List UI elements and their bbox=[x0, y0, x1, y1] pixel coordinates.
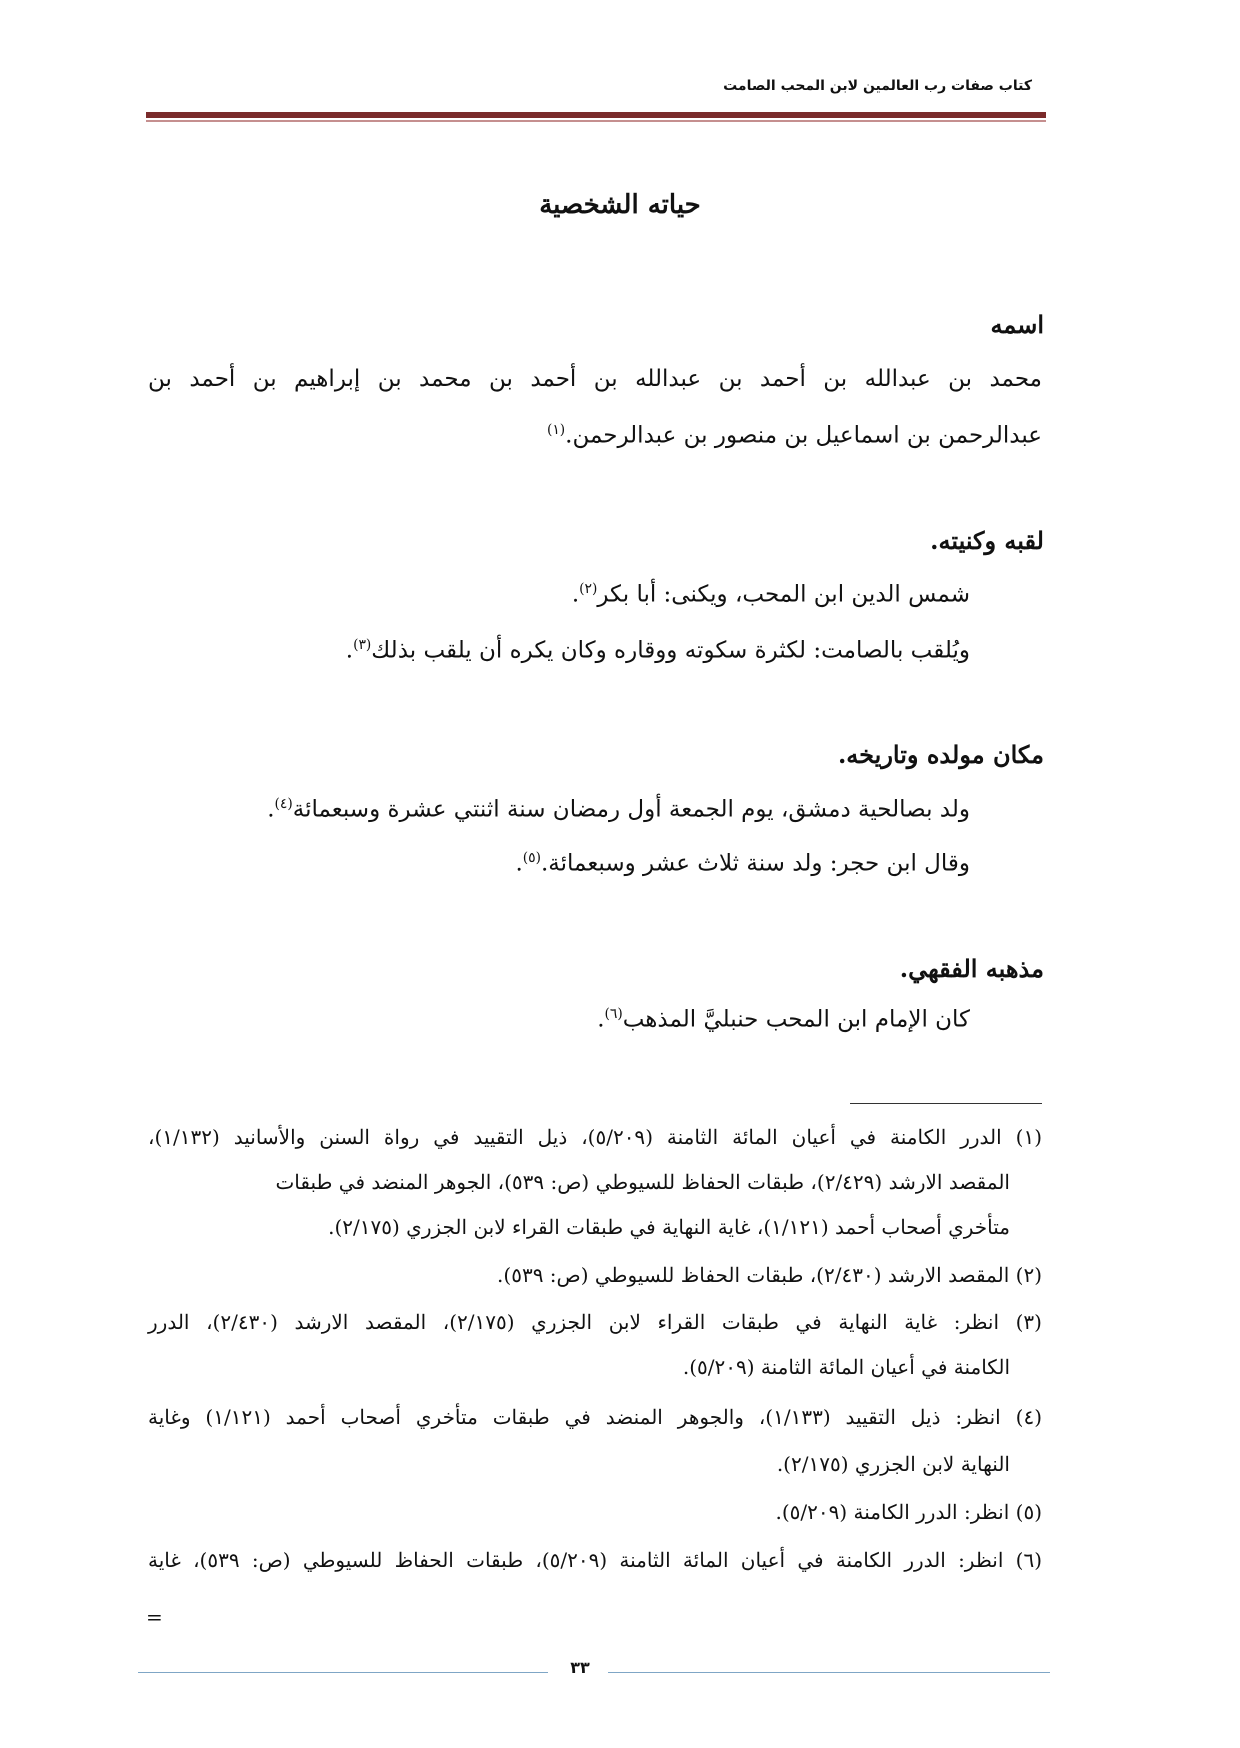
footnote-separator bbox=[850, 1103, 1042, 1104]
footer-rule-left bbox=[138, 1672, 548, 1673]
chapter-title: حياته الشخصية bbox=[539, 190, 701, 220]
birth-line-2: وقال ابن حجر: ولد سنة ثلاث عشر وسبعمائة.$^{(٥)}$. bbox=[515, 850, 970, 877]
header-rule-thick bbox=[146, 112, 1046, 118]
section-title-birth: مكان مولده وتاريخه. bbox=[837, 740, 1044, 769]
footnote-1-line-1: (١) الدرر الكامنة في أعيان المائة الثامنة (٥/٢٠٩)، ذيل التقييد في رواة السنن والأسانيد (١/١٣٢)، bbox=[148, 1125, 1042, 1149]
footnote-1-line-2: المقصد الارشد (٢/٤٢٩)، طبقات الحفاظ للسيوطي (ص: ٥٣٩)، الجوهر المنضد في طبقات bbox=[275, 1170, 1010, 1194]
name-line-1: محمد بن عبدالله بن أحمد بن عبدالله بن أحمد بن محمد بن إبراهيم بن أحمد بن bbox=[148, 366, 1042, 392]
birth-line-1: ولد بصالحية دمشق، يوم الجمعة أول رمضان سنة اثنتي عشرة وسبعمائة$^{(٤)}$. bbox=[267, 796, 970, 823]
footnote-continuation-mark: = bbox=[146, 1605, 163, 1629]
footnote-ref-3[interactable]: (٣) bbox=[353, 637, 372, 653]
madhhab-line-1: كان الإمام ابن المحب حنبليَّ المذهب$^{(٦)}$. bbox=[597, 1006, 970, 1033]
footnote-ref-6[interactable]: (٦) bbox=[604, 1006, 623, 1022]
header-rule-thin bbox=[146, 120, 1046, 122]
running-header-title: كتاب صفات رب العالمين لابن المحب الصامت bbox=[723, 78, 1032, 94]
name-line-2: عبدالرحمن بن اسماعيل بن منصور بن عبدالرحمن.$^{(١)}$ bbox=[546, 422, 1042, 449]
footnote-4-line-1: (٤) انظر: ذيل التقييد (١/١٣٣)، والجوهر المنضد في طبقات متأخري أصحاب أحمد (١/١٢١) وغاية bbox=[148, 1405, 1042, 1429]
page-number: ٣٣ bbox=[570, 1658, 590, 1677]
footnote-1-line-3: متأخري أصحاب أحمد (١/١٢١)، غاية النهاية في طبقات القراء لابن الجزري (٢/١٧٥). bbox=[328, 1215, 1010, 1239]
kunya-line-2: ويُلقب بالصامت: لكثرة سكوته ووقاره وكان يكره أن يلقب بذلك$^{(٣)}$. bbox=[345, 637, 970, 664]
footnote-4-line-2: النهاية لابن الجزري (٢/١٧٥). bbox=[776, 1452, 1010, 1476]
footnote-ref-4[interactable]: (٤) bbox=[274, 796, 293, 812]
footnote-2: (٢) المقصد الارشد (٢/٤٣٠)، طبقات الحفاظ للسيوطي (ص: ٥٣٩). bbox=[497, 1263, 1042, 1287]
footnote-ref-2[interactable]: (٢) bbox=[579, 581, 598, 597]
section-title-kunya: لقبه وكنيته. bbox=[930, 526, 1044, 555]
section-title-madhhab: مذهبه الفقهي. bbox=[899, 954, 1044, 983]
kunya-line-1: شمس الدين ابن المحب، ويكنى: أبا بكر$^{(٢)}$. bbox=[571, 581, 970, 608]
footnote-6: (٦) انظر: الدرر الكامنة في أعيان المائة الثامنة (٥/٢٠٩)، طبقات الحفاظ للسيوطي (ص: ٥٣٩)، غاية bbox=[148, 1548, 1042, 1572]
footnote-3-line-1: (٣) انظر: غاية النهاية في طبقات القراء لابن الجزري (٢/١٧٥)، المقصد الارشد (٢/٤٣٠)، الدرر bbox=[148, 1310, 1042, 1334]
footnote-ref-1[interactable]: (١) bbox=[546, 422, 566, 438]
section-title-name: اسمه bbox=[990, 310, 1044, 339]
footnote-5: (٥) انظر: الدرر الكامنة (٥/٢٠٩). bbox=[775, 1500, 1042, 1524]
footer-rule-right bbox=[608, 1672, 1050, 1673]
footnote-ref-5[interactable]: (٥) bbox=[522, 850, 541, 866]
footnote-3-line-2: الكامنة في أعيان المائة الثامنة (٥/٢٠٩). bbox=[682, 1355, 1010, 1379]
